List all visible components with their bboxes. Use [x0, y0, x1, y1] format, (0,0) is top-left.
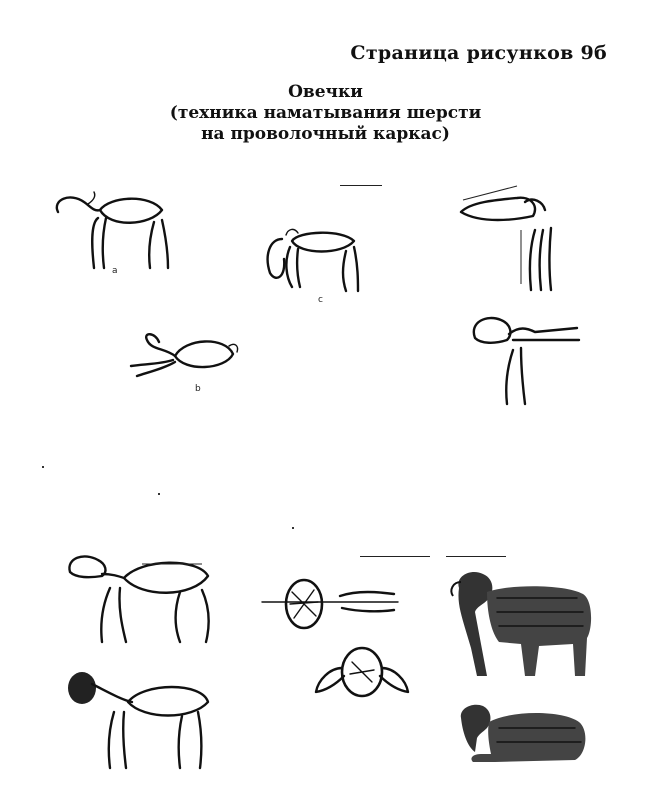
- wire-frame-bottom-left: [62, 548, 222, 648]
- measured-wire-frame-top-right: [455, 180, 575, 295]
- wire-frame-connector-right: [465, 310, 585, 405]
- divider-rule-bottom-center: [360, 556, 430, 557]
- speck: [292, 527, 294, 529]
- figure-label-b: b: [195, 384, 201, 394]
- speck: [158, 493, 160, 495]
- figure-label-a: a: [112, 266, 118, 276]
- wire-frame-figure-b: [125, 328, 250, 398]
- title-line-3: на проволочный каркас): [201, 124, 450, 144]
- divider-rule-top: [340, 185, 382, 186]
- wire-frame-figure-c: [262, 225, 372, 310]
- sheep-standing-illustration: [447, 568, 597, 683]
- sheep-lying-illustration: [455, 700, 595, 770]
- title-line-2: (техника наматывания шерсти: [169, 103, 482, 123]
- title-line-1: Овечки: [288, 82, 363, 102]
- speck: [42, 466, 44, 468]
- page-title: [0, 82, 651, 145]
- wire-frame-wrapped-head: [62, 662, 222, 772]
- figure-label-c: c: [318, 295, 323, 305]
- page-header: Страница рисунков 9б: [350, 42, 607, 64]
- wire-frame-figure-a: [50, 180, 180, 280]
- wrapped-head-on-wire: [262, 572, 402, 642]
- wrapped-head-with-ears: [312, 642, 412, 702]
- divider-rule-bottom-right: [446, 556, 506, 557]
